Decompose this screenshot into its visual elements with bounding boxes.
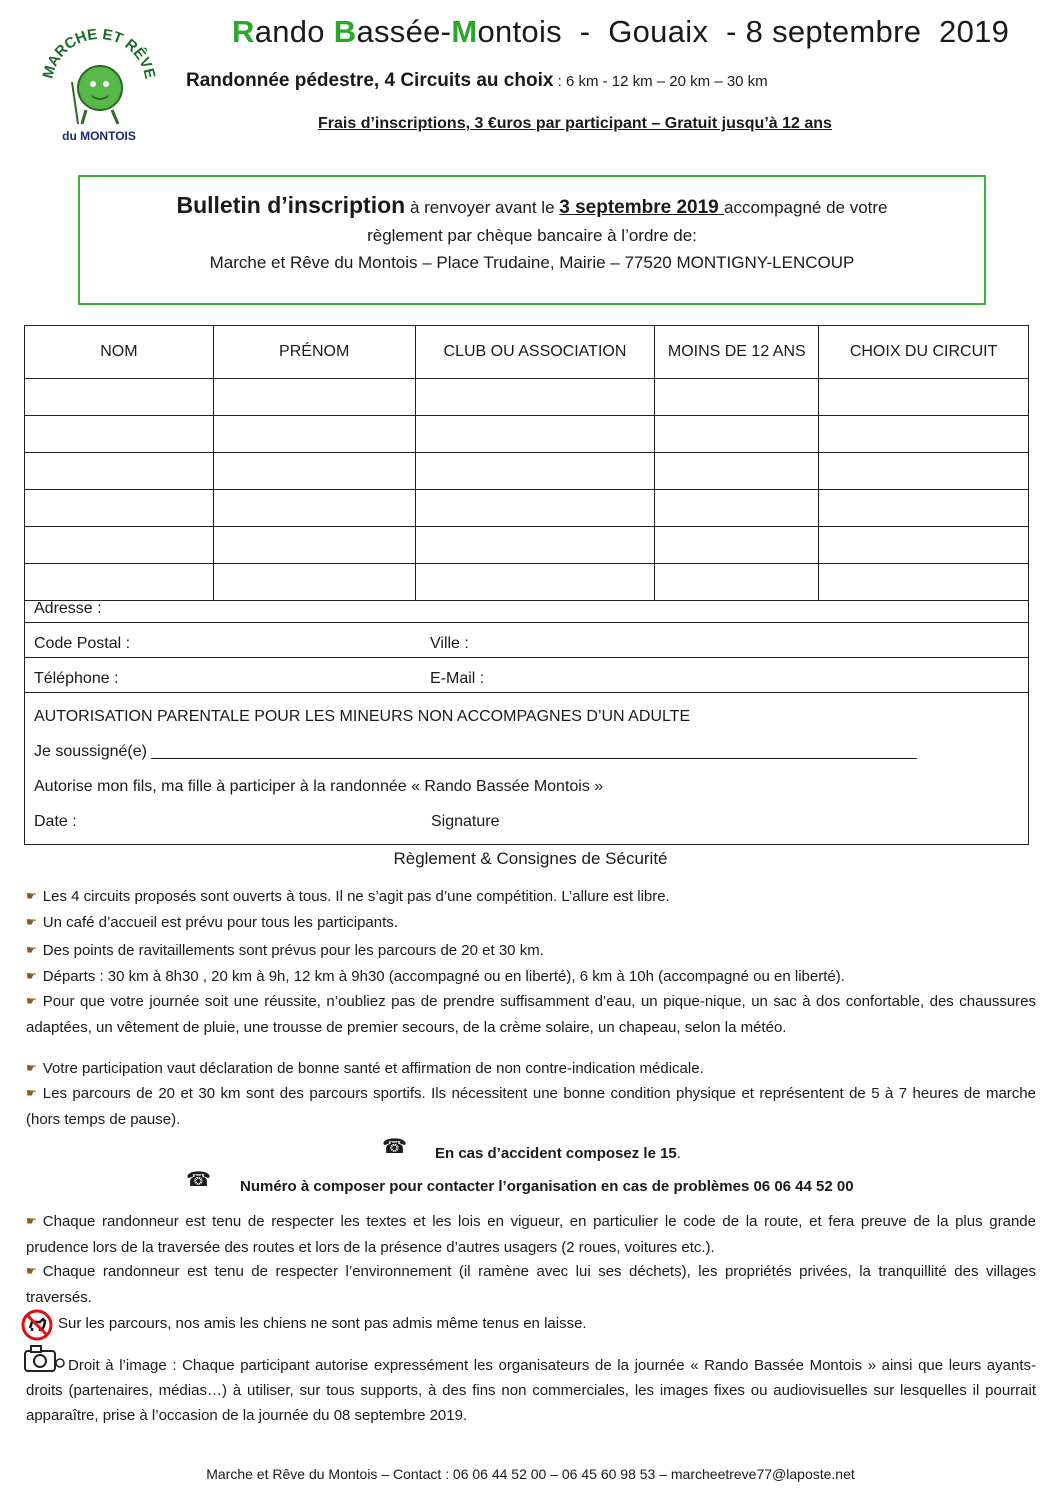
rule-item: ☛ Les parcours de 20 et 30 km sont des parcours sportifs. Ils nécessitent une bonne condition physique et représentent de 5 à 7 heures de marche (hors temps de pause).	[26, 1081, 1036, 1132]
pointing-hand-icon: ☛	[26, 915, 37, 929]
table-cell[interactable]	[655, 490, 819, 527]
authorize-line: Autorise mon fils, ma fille à participer à la randonnée « Rando Bassée Montois »	[34, 778, 604, 795]
bulletin-title: Bulletin d’inscription	[176, 192, 406, 218]
rule-item: ☛ Départs : 30 km à 8h30 , 20 km à 9h, 12 km à 9h30 (accompagné ou en liberté), 6 km à 10h (accompagné ou en liberté).	[26, 964, 1036, 990]
title-part-b: assée-	[356, 14, 452, 49]
phone-icon: ☎	[186, 1169, 211, 1191]
table-cell[interactable]	[213, 453, 415, 490]
table-cell[interactable]	[655, 416, 819, 453]
signature-label: Signature	[431, 813, 500, 830]
rule-item: ☛ Un café d’accueil est prévu pour tous les participants.	[26, 910, 1036, 936]
page-title	[232, 14, 1009, 50]
bulletin-part1: à renvoyer avant le	[405, 198, 560, 217]
table-cell[interactable]	[655, 527, 819, 564]
table-cell[interactable]	[25, 453, 214, 490]
table-cell[interactable]	[25, 379, 214, 416]
pointing-hand-icon: ☛	[26, 1061, 37, 1075]
bulletin-address: Marche et Rêve du Montois – Place Trudaine, Mairie – 77520 MONTIGNY-LENCOUP	[209, 253, 855, 272]
phone-icon: ☎	[382, 1136, 407, 1158]
table-cell[interactable]	[25, 416, 214, 453]
col-header-moins-12: MOINS DE 12 ANS	[655, 326, 819, 379]
bulletin-box	[78, 175, 986, 305]
table-cell[interactable]	[415, 490, 655, 527]
table-header-row	[25, 326, 1029, 379]
bulletin-line-2: règlement par chèque bancaire à l’ordre de:	[367, 226, 697, 245]
rule-item: ☛ Pour que votre journée soit une réussite, n’oubliez pas de prendre suffisamment d’eau, un pique-nique, un sac à dos confortable, des chaussures adaptées, un vêtement de pluie, une trousse de premier secours, de la crème solaire, un chapeau, selon la météo.	[26, 989, 1036, 1040]
table-cell[interactable]	[655, 379, 819, 416]
pointing-hand-icon: ☛	[26, 1214, 37, 1228]
rule-item: ☛ Votre participation vaut déclaration de bonne santé et affirmation de non contre-indication médicale.	[26, 1056, 1036, 1082]
table-cell[interactable]	[415, 416, 655, 453]
table-cell[interactable]	[819, 453, 1029, 490]
address-label: Adresse :	[34, 600, 102, 617]
fees-line: Frais d’inscriptions, 3 €uros par participant – Gratuit jusqu’à 12 ans	[318, 115, 832, 132]
col-header-nom: NOM	[25, 326, 214, 379]
col-header-club: CLUB OU ASSOCIATION	[415, 326, 655, 379]
title-part-m: ontois - Gouaix - 8 septembre 2019	[477, 14, 1010, 49]
rule-item: ☛ Les 4 circuits proposés sont ouverts à tous. Il ne s’agit pas d’une compétition. L’allure est libre.	[26, 884, 1036, 910]
city-label: Ville :	[430, 635, 469, 652]
table-cell[interactable]	[25, 527, 214, 564]
undersigned-line[interactable]: Je soussigné(e) ______________________________________________________________________________________	[34, 743, 917, 760]
registration-table	[24, 325, 1029, 601]
rule-item: ☛ Des points de ravitaillements sont prévus pour les parcours de 20 et 30 km.	[26, 938, 1036, 964]
col-header-circuit: CHOIX DU CIRCUIT	[819, 326, 1029, 379]
rule-item: ☛ Chaque randonneur est tenu de respecter l’environnement (il ramène avec lui ses déchets), les propriétés privées, la tranquillité des villages traversés.	[26, 1259, 1036, 1310]
image-rights-rule: Droit à l’image : Chaque participant autorise expressément les organisateurs de la journée « Rando Bassée Montois » ainsi que leurs ayants-droits (partenaires, médias…) à utiliser, sur tous supports, à des fins non commerciales, les images fixes ou audiovisuelles sur lesquelles il pourrait apparaître, prise à l’occasion de la journée du 08 septembre 2019.	[26, 1357, 1036, 1424]
bulletin-part2: accompagné de votre	[724, 198, 888, 217]
pointing-hand-icon: ☛	[26, 969, 37, 983]
col-header-prenom: PRÉNOM	[213, 326, 415, 379]
table-cell[interactable]	[213, 490, 415, 527]
table-row	[25, 453, 1029, 490]
participant-form	[24, 587, 1029, 845]
table-cell[interactable]	[213, 416, 415, 453]
table-cell[interactable]	[415, 453, 655, 490]
table-row	[25, 416, 1029, 453]
table-cell[interactable]	[819, 527, 1029, 564]
table-cell[interactable]	[819, 416, 1029, 453]
phone-label: Téléphone :	[34, 670, 119, 687]
email-label: E-Mail :	[430, 670, 485, 687]
logo-text-top: MARCHE ET RÊVE	[39, 25, 159, 81]
table-cell[interactable]	[655, 453, 819, 490]
subtitle	[186, 70, 768, 92]
subtitle-bold: Randonnée pédestre, 4 Circuits au choix	[186, 70, 554, 91]
table-cell[interactable]	[819, 379, 1029, 416]
title-letter-b: B	[333, 14, 357, 49]
organisation-contact-line: Numéro à composer pour contacter l’organisation en cas de problèmes 06 06 44 52 00	[240, 1178, 854, 1195]
pointing-hand-icon: ☛	[26, 943, 37, 957]
pointing-hand-icon: ☛	[26, 889, 37, 903]
table-row	[25, 490, 1029, 527]
table-cell[interactable]	[415, 527, 655, 564]
title-part-r: ando	[254, 14, 334, 49]
table-cell[interactable]	[819, 490, 1029, 527]
table-cell[interactable]	[213, 527, 415, 564]
club-logo	[38, 24, 160, 146]
date-label: Date :	[34, 813, 77, 830]
title-letter-m: M	[451, 14, 478, 49]
table-row	[25, 379, 1029, 416]
phone-email-row[interactable]	[25, 657, 1028, 693]
table-cell[interactable]	[25, 490, 214, 527]
parental-auth-title: AUTORISATION PARENTALE POUR LES MINEURS NON ACCOMPAGNES D’UN ADULTE	[34, 708, 691, 725]
subtitle-distances: : 6 km - 12 km – 20 km – 30 km	[553, 73, 768, 90]
accident-line: En cas d’accident composez le 15.	[435, 1145, 681, 1162]
bulletin-deadline: 3 septembre 2019	[559, 197, 725, 218]
pointing-hand-icon: ☛	[26, 994, 37, 1008]
rule-item: ☛ Chaque randonneur est tenu de respecter les textes et les lois en vigueur, en particulier le code de la route, et fera preuve de la plus grande prudence lors de la traversée des routes et lors de la présence d’autres usagers (2 roues, voitures etc.).	[26, 1209, 1036, 1260]
rules-title: Règlement & Consignes de Sécurité	[393, 849, 668, 868]
pointing-hand-icon: ☛	[26, 1086, 37, 1100]
title-letter-r: R	[232, 14, 255, 49]
pointing-hand-icon: ☛	[26, 1264, 37, 1278]
address-row[interactable]	[25, 587, 1028, 623]
table-cell[interactable]	[415, 379, 655, 416]
postal-code-label: Code Postal :	[34, 635, 131, 652]
table-cell[interactable]	[213, 379, 415, 416]
dogs-rule: Sur les parcours, nos amis les chiens ne sont pas admis même tenus en laisse.	[58, 1315, 587, 1332]
table-row	[25, 527, 1029, 564]
postal-city-row[interactable]	[25, 622, 1028, 658]
bulletin-line-1	[80, 192, 984, 219]
no-dogs-icon	[20, 1308, 54, 1342]
logo-text-bottom: du MONTOIS	[62, 129, 136, 143]
footer-contact: Marche et Rêve du Montois – Contact : 06 06 44 52 00 – 06 45 60 98 53 – marcheetreve77@laposte.net	[206, 1466, 855, 1482]
